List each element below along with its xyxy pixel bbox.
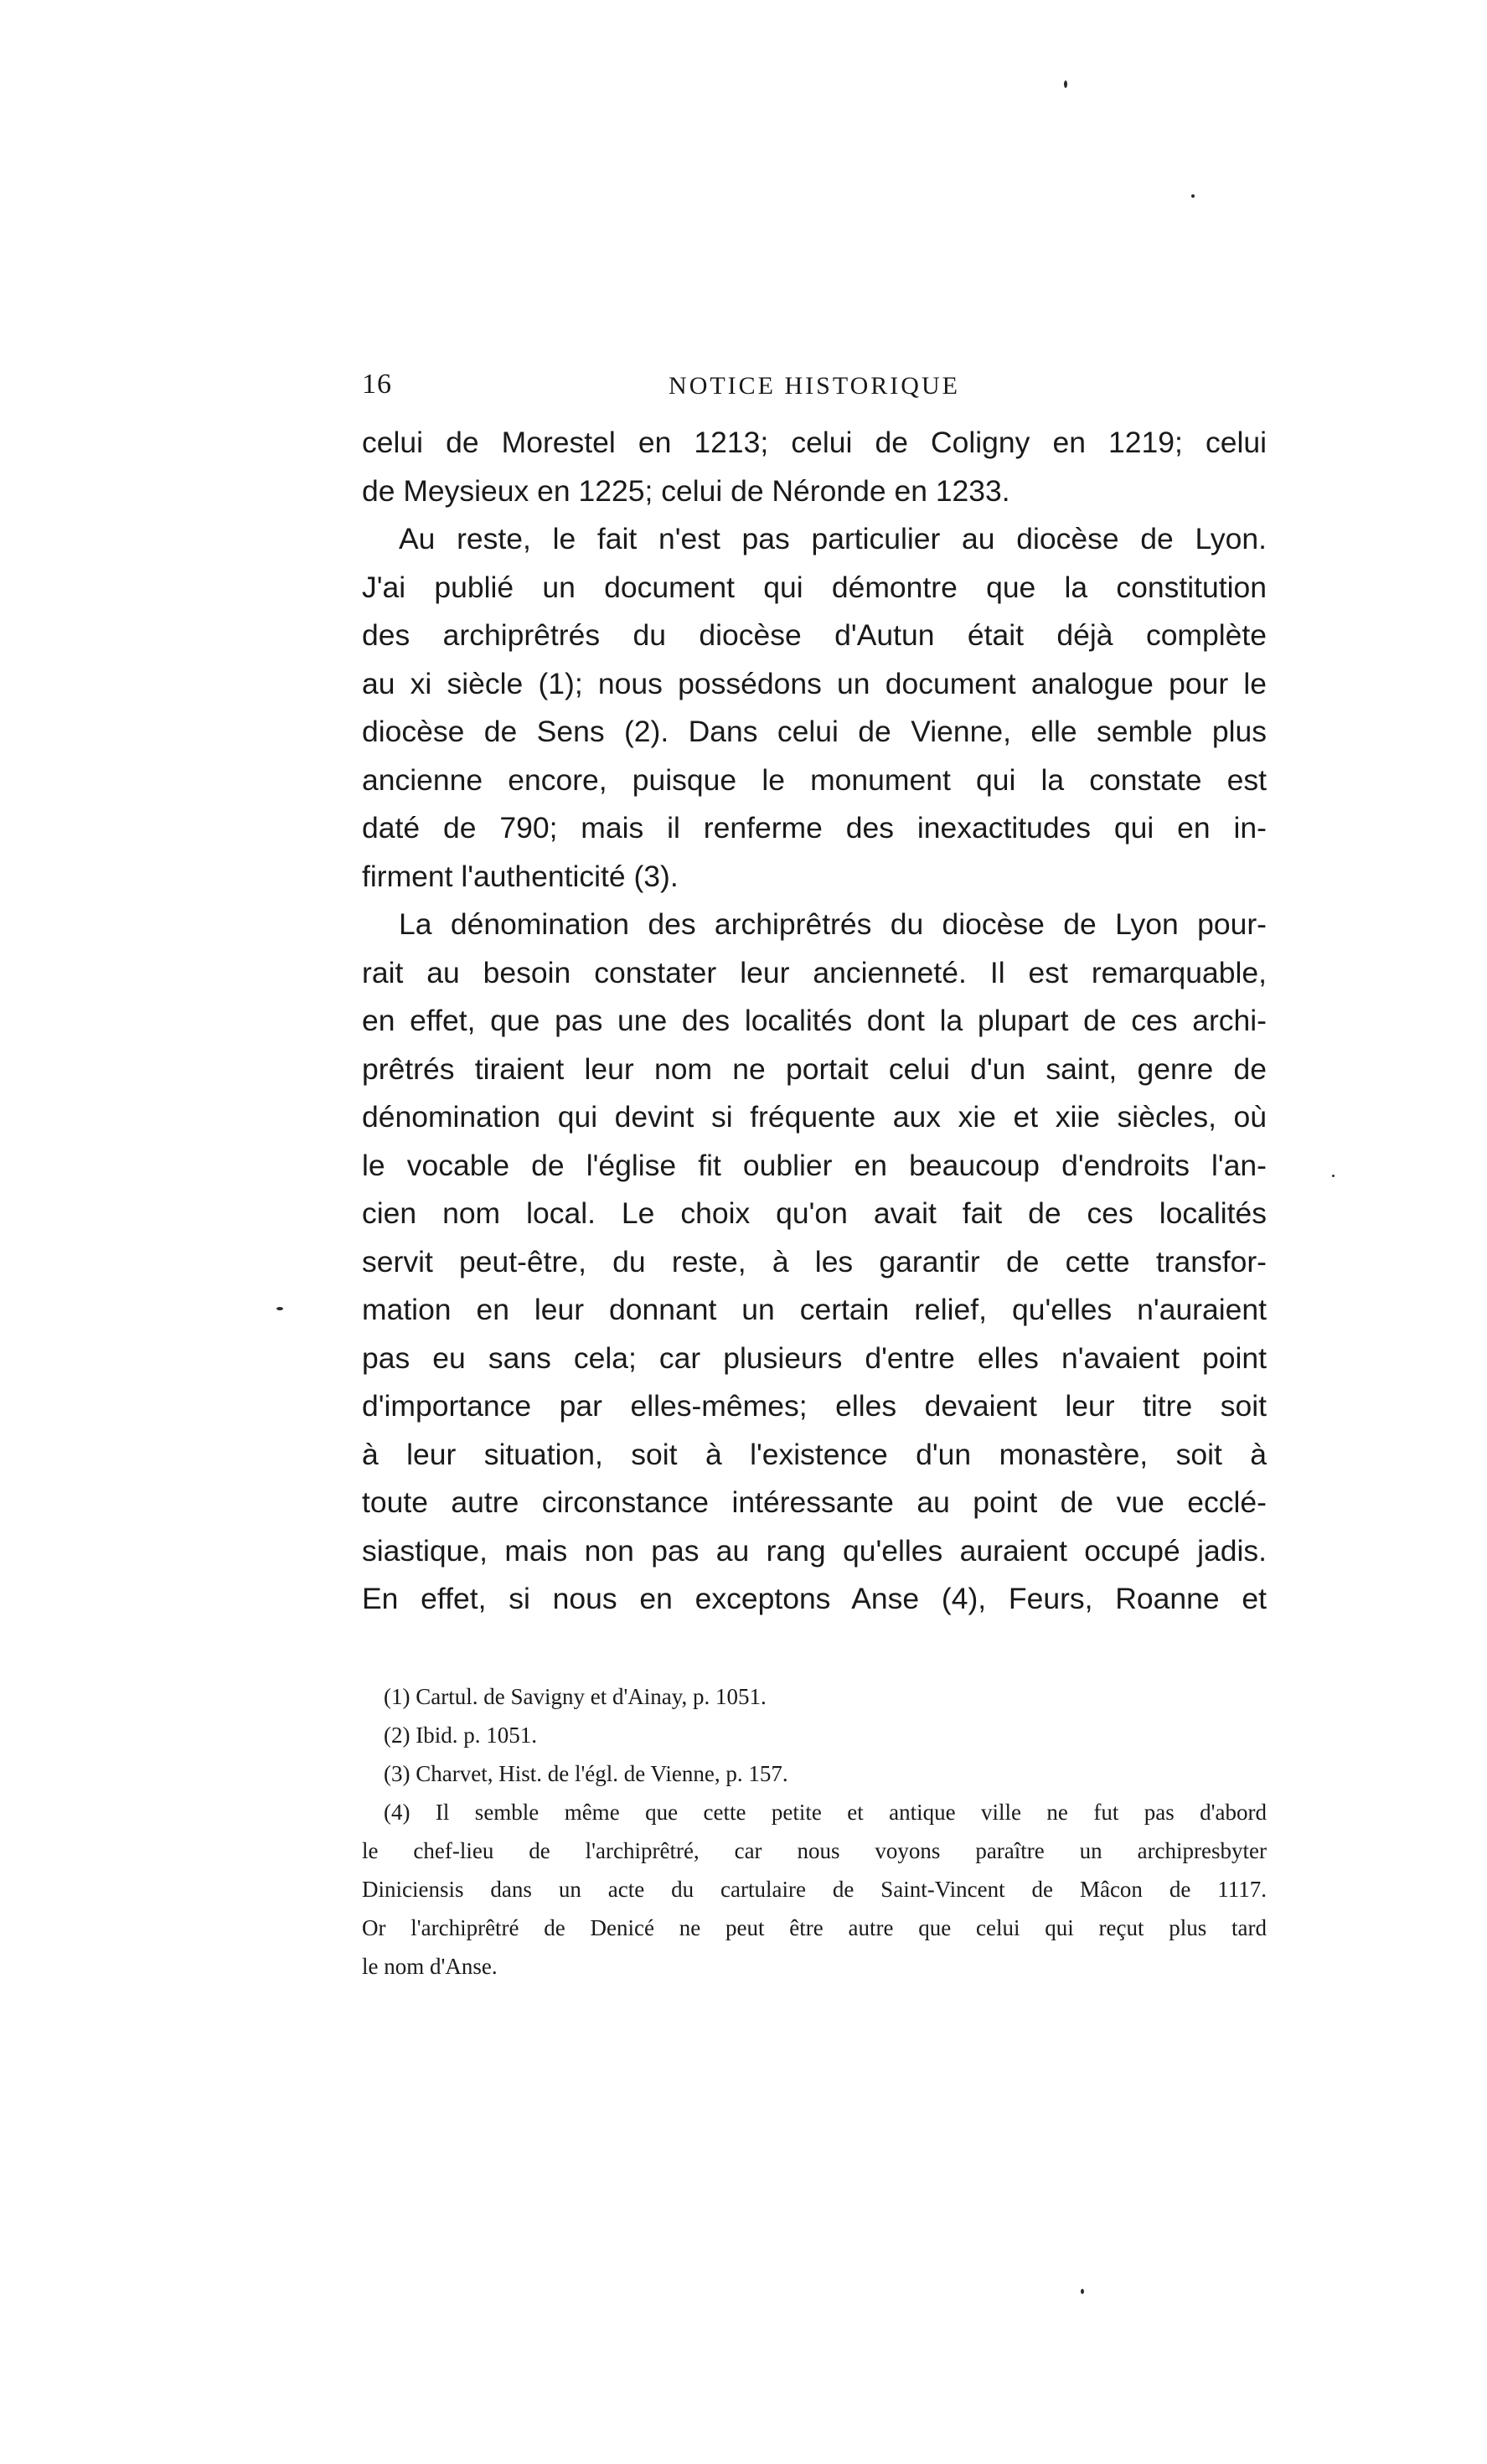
body-text bbox=[362, 419, 1267, 1624]
scan-speck bbox=[1332, 1175, 1335, 1177]
footnotes bbox=[362, 1677, 1267, 1986]
text-line: Au reste, le fait n'est pas particulier au diocèse de Lyon. bbox=[399, 522, 1267, 555]
text-line: mation en leur donnant un certain relief, qu'elles n'auraient bbox=[362, 1293, 1267, 1326]
scan-speck bbox=[276, 1307, 283, 1310]
text-line: en effet, que pas une des localités dont la plupart de ces archi- bbox=[362, 1004, 1267, 1037]
footnote-continuation: Or l'archiprêtré de Denicé ne peut être autre que celui qui reçut plus tard bbox=[362, 1915, 1267, 1940]
footnote-continuation: le nom d'Anse. bbox=[362, 1954, 498, 1979]
footnote-continuation: Diniciensis dans un acte du cartulaire de Saint-Vincent de Mâcon de 1117. bbox=[362, 1877, 1267, 1902]
text-line: rait au besoin constater leur ancienneté. Il est remarquable, bbox=[362, 955, 1267, 989]
scan-speck bbox=[1191, 194, 1195, 198]
text-line: d'importance par elles-mêmes; elles devaient leur titre soit bbox=[362, 1389, 1267, 1423]
scan-speck bbox=[1064, 80, 1067, 88]
text-line: En effet, si nous en exceptons Anse (4), Feurs, Roanne et bbox=[362, 1582, 1267, 1615]
running-title: NOTICE HISTORIQUE bbox=[669, 372, 960, 400]
text-line: de Meysieux en 1225; celui de Néronde en 1233. bbox=[362, 473, 1010, 508]
text-line: au xi siècle (1); nous possédons un document analogue pour le bbox=[362, 666, 1267, 700]
text-line: prêtrés tiraient leur nom ne portait celui d'un saint, genre de bbox=[362, 1051, 1267, 1086]
text-line: pas eu sans cela; car plusieurs d'entre elles n'avaient point bbox=[362, 1340, 1267, 1375]
text-line: celui de Morestel en 1213; celui de Coligny en 1219; celui bbox=[362, 426, 1267, 459]
text-line: firment l'authenticité (3). bbox=[362, 859, 679, 893]
text-line: toute autre circonstance intéressante au point de vue ecclé- bbox=[362, 1485, 1267, 1519]
text-line: ancienne encore, puisque le monument qui la constate est bbox=[362, 762, 1267, 797]
text-line: La dénomination des archiprêtrés du diocèse de Lyon pour- bbox=[399, 907, 1267, 941]
footnote: (4) Il semble même que cette petite et antique ville ne fut pas d'abord bbox=[384, 1800, 1267, 1825]
footnote: (1) Cartul. de Savigny et d'Ainay, p. 1051. bbox=[384, 1684, 767, 1709]
text-line: J'ai publié un document qui démontre que la constitution bbox=[362, 570, 1267, 604]
text-line: dénomination qui devint si fréquente aux xie et xiie siècles, où bbox=[362, 1100, 1267, 1134]
text-line: servit peut-être, du reste, à les garantir de cette transfor- bbox=[362, 1244, 1267, 1278]
text-line: le vocable de l'église fit oublier en beaucoup d'endroits l'an- bbox=[362, 1148, 1267, 1182]
text-line: cien nom local. Le choix qu'on avait fait de ces localités bbox=[362, 1196, 1267, 1230]
footnote: (2) Ibid. p. 1051. bbox=[384, 1723, 537, 1748]
text-line: daté de 790; mais il renferme des inexactitudes qui en in- bbox=[362, 811, 1267, 845]
page-header bbox=[362, 369, 1267, 406]
text-line: siastique, mais non pas au rang qu'elles auraient occupé jadis. bbox=[362, 1533, 1267, 1568]
text-line: diocèse de Sens (2). Dans celui de Vienne, elle semble plus bbox=[362, 715, 1267, 748]
text-line: à leur situation, soit à l'existence d'un monastère, soit à bbox=[362, 1437, 1267, 1471]
footnote-continuation: le chef-lieu de l'archiprêtré, car nous voyons paraître un archipresbyter bbox=[362, 1838, 1267, 1863]
page-number: 16 bbox=[362, 369, 392, 400]
text-line: des archiprêtrés du diocèse d'Autun était déjà complète bbox=[362, 618, 1267, 652]
footnote: (3) Charvet, Hist. de l'égl. de Vienne, p. 157. bbox=[384, 1761, 788, 1786]
scan-speck bbox=[1081, 2289, 1084, 2294]
